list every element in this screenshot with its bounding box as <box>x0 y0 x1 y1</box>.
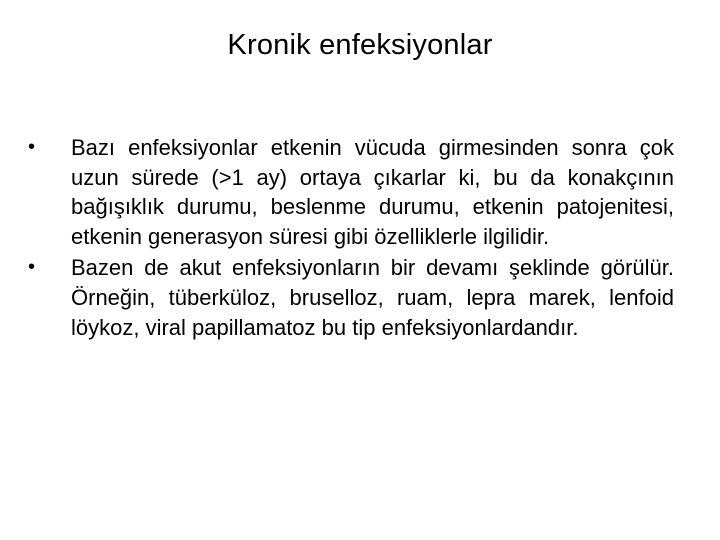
bullet-item <box>28 253 674 342</box>
bullet-icon: • <box>28 136 36 158</box>
slide-title: Kronik enfeksiyonlar <box>227 29 493 61</box>
bullet-text: Bazen de akut enfeksiyonların bir devamı şeklinde görülür. Örneğin, tüberküloz, bruselloz, ruam, lepra marek, lenfoid löykoz, viral papillamatoz bu tip enfeksiyonlardandır. <box>71 255 674 340</box>
bullet-item <box>28 133 674 251</box>
bullet-text: Bazı enfeksiyonlar etkenin vücuda girmesinden sonra çok uzun sürede (>1 ay) ortaya çıkarlar ki, bu da konakçının bağışıklık durumu, beslenme durumu, etkenin patojenitesi, etkenin generasyon süresi gibi özelliklerle ilgilidir. <box>71 135 674 249</box>
bullet-list <box>28 133 674 344</box>
bullet-icon: • <box>28 256 36 279</box>
